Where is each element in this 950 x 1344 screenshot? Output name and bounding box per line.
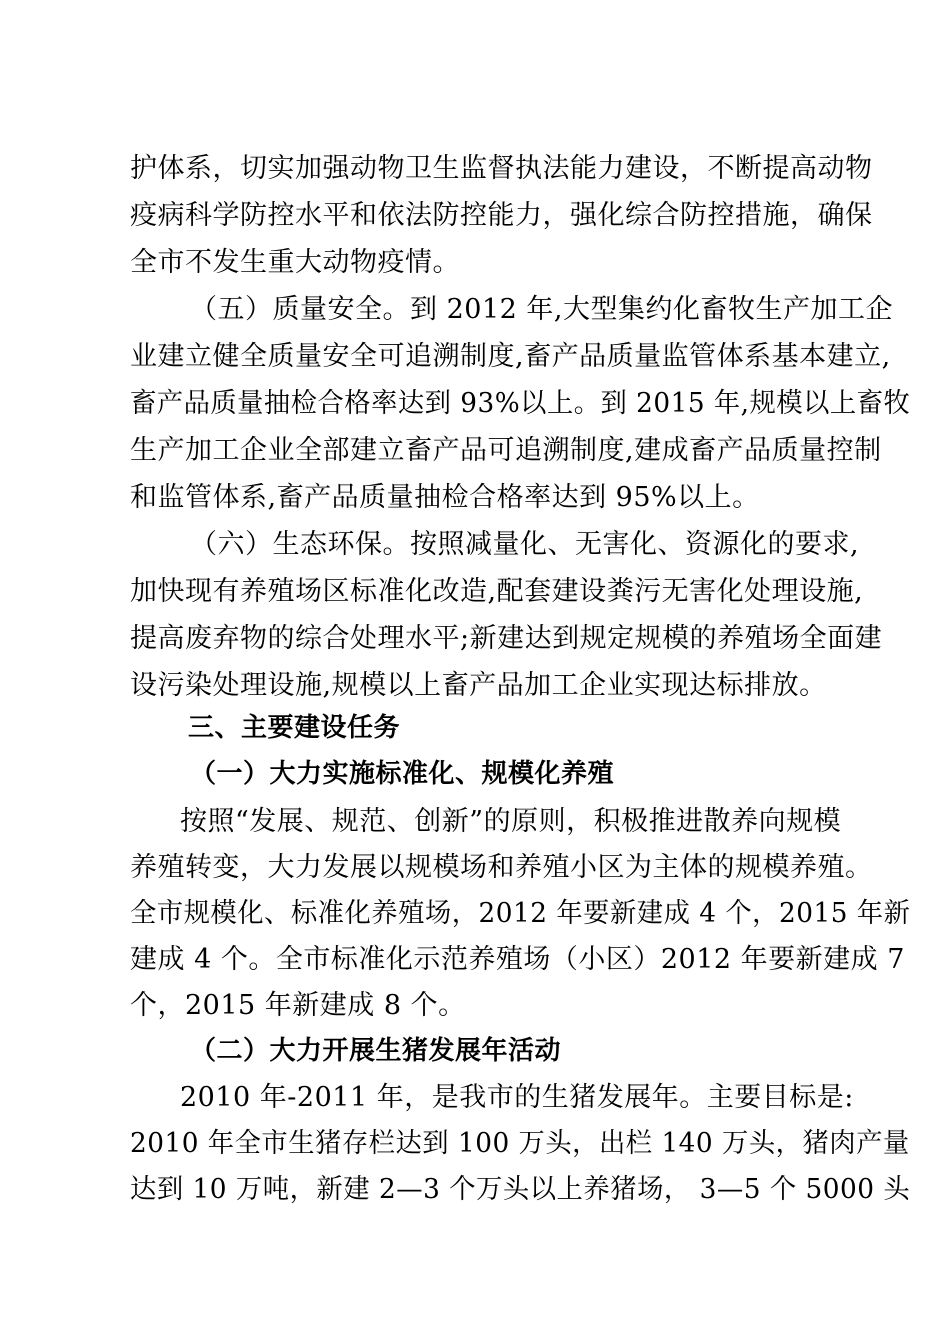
text-line-7: 生产加工企业全部建立畜产品可追溯制度,建成畜产品质量控制 (130, 435, 882, 466)
text-line-22: 2010 年全市生猪存栏达到 100 万头，出栏 140 万头，猪肉产量 (130, 1128, 910, 1159)
subsection-heading-1: （一）大力实施标准化、规模化养殖 (190, 759, 615, 789)
text-line-1: 护体系，切实加强动物卫生监督执法能力建设，不断提高动物 (130, 153, 873, 184)
text-line-6: 畜产品质量抽检合格率达到 93%以上。到 2015 年,规模以上畜牧 (130, 388, 911, 419)
text-line-8: 和监管体系,畜产品质量抽检合格率达到 95%以上。 (130, 482, 760, 513)
text-line-18: 建成 4 个。全市标准化示范养殖场（小区）2012 年要新建成 7 (130, 944, 905, 975)
text-line-4: （五）质量安全。到 2012 年,大型集约化畜牧生产加工企 (190, 294, 893, 325)
text-line-2: 疫病科学防控水平和依法防控能力，强化综合防控措施，确保 (130, 200, 873, 231)
text-line-3: 全市不发生重大动物疫情。 (130, 247, 460, 278)
text-line-19: 个，2015 年新建成 8 个。 (130, 990, 466, 1021)
text-line-10: 加快现有养殖场区标准化改造,配套建设粪污无害化处理设施, (130, 576, 864, 607)
text-line-5: 业建立健全质量安全可追溯制度,畜产品质量监管体系基本建立, (130, 341, 891, 372)
section-heading: 三、主要建设任务 (188, 713, 401, 743)
text-line-15: 按照“发展、规范、创新”的原则，积极推进散养向规模 (180, 806, 842, 837)
text-line-23: 达到 10 万吨，新建 2—3 个万头以上养猪场， 3—5 个 5000 头 (130, 1174, 911, 1205)
text-line-11: 提高废弃物的综合处理水平;新建达到规定规模的养殖场全面建 (130, 623, 883, 654)
text-line-17: 全市规模化、标准化养殖场，2012 年要新建成 4 个，2015 年新 (130, 898, 911, 929)
text-line-9: （六）生态环保。按照减量化、无害化、资源化的要求, (190, 529, 860, 560)
text-line-12: 设污染处理设施,规模以上畜产品加工企业实现达标排放。 (130, 670, 827, 701)
subsection-heading-2: （二）大力开展生猪发展年活动 (190, 1036, 562, 1066)
text-line-16: 养殖转变，大力发展以规模场和养殖小区为主体的规模养殖。 (130, 852, 873, 883)
text-line-21: 2010 年-2011 年，是我市的生猪发展年。主要目标是: (180, 1082, 854, 1113)
